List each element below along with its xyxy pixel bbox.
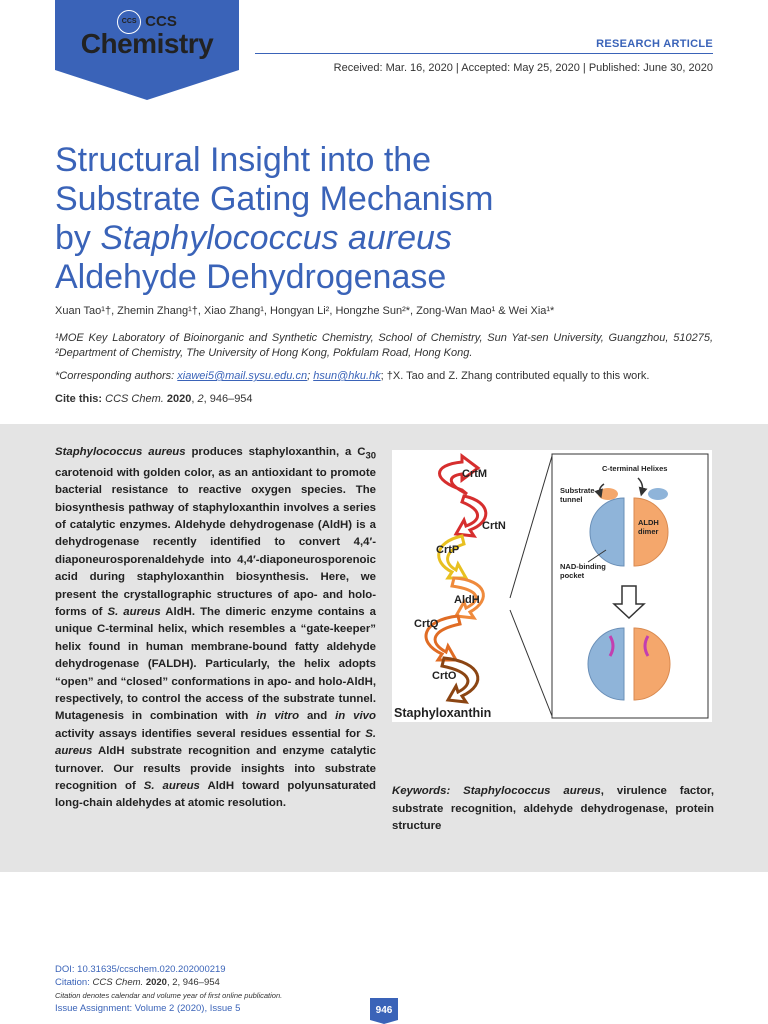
abstract-part: AldH substrate recognition and enzyme catalytic turnover. Our results provide insights into substrate recognition of: [55, 745, 376, 792]
title-line-3-species: Staphylococcus aureus: [100, 219, 452, 257]
doi-link[interactable]: 10.31635/ccschem.020.202000219: [77, 964, 226, 975]
label-crtn: CrtN: [482, 520, 506, 532]
keywords: [392, 783, 714, 836]
title-line-3-prefix: by: [55, 219, 101, 257]
arrow-crtp: [439, 536, 466, 578]
label-crtm: CrtM: [462, 468, 488, 480]
cite-pages: , 946–954: [203, 393, 253, 405]
abstract-part: activity assays identifies several residues essential for: [55, 727, 366, 740]
abstract-text: [55, 444, 376, 813]
page-number-text: 946: [375, 1005, 393, 1016]
label-crto: CrtO: [432, 670, 457, 682]
keywords-label: Keywords:: [392, 785, 451, 797]
label-nad-2: pocket: [560, 571, 585, 580]
cite-volume: 2: [197, 393, 204, 405]
label-dimer-2: dimer: [638, 527, 659, 536]
logo-small-text: CCS: [145, 12, 177, 30]
label-crtp: CrtP: [436, 544, 460, 556]
title-line-4: Aldehyde Dehydrogenase: [55, 258, 447, 296]
abstract-term: in vivo: [335, 710, 376, 723]
label-crtq: CrtQ: [414, 618, 439, 630]
abstract-part: AldH toward polyunsaturated long-chain aldehydes at atomic resolution.: [55, 780, 377, 810]
abstract-species: Staphylococcus aureus: [55, 446, 186, 458]
header-divider: [255, 53, 713, 54]
citation-rest: , 2, 946–954: [166, 977, 220, 988]
keyword-list: , virulence factor, substrate recognition, aldehyde dehydrogenase, protein structure: [392, 785, 714, 832]
cite-journal: CCS Chem.: [105, 393, 164, 405]
title-line-2: Substrate Gating Mechanism: [55, 180, 494, 218]
corresponding-label: *Corresponding authors:: [55, 370, 178, 382]
article-title: [55, 141, 695, 297]
abstract-part: AldH. The dimeric enzyme contains a unique C-terminal helix, which resembles a “gate-keeper” helix found in human membrane-bound fatty aldehyde dehydrogenase (FALDH). Particularly, the helix adopts “open” and “closed” conformations in apo- and holo-AldH, respectively, to control the access of the substrate tunnel. Mutagenesis in combination with: [55, 605, 377, 723]
label-nad-1: NAD-binding: [560, 562, 606, 571]
citation-line: [55, 976, 282, 989]
cite-this: Cite this: CCS Chem. 2020, 2, 946–954: [55, 393, 253, 405]
article-type: RESEARCH ARTICLE: [596, 38, 713, 50]
citation-year: 2020: [145, 977, 167, 988]
doi-label: DOI:: [55, 964, 78, 975]
label-tunnel-2: tunnel: [560, 495, 583, 504]
equal-contribution-note: ; †X. Tao and Z. Zhang contributed equally to this work.: [380, 370, 650, 382]
graphical-abstract: [392, 450, 712, 722]
cite-label: Cite this:: [55, 393, 103, 405]
title-line-1: Structural Insight into the: [55, 141, 432, 179]
logo-title: Chemistry: [80, 28, 214, 59]
citation-note: Citation denotes calendar and volume year of first online publication.: [55, 991, 283, 1000]
label-tunnel-1: Substrate: [560, 486, 595, 495]
issue-value: Volume 2 (2020), Issue 5: [134, 1003, 241, 1014]
email-separator: ;: [307, 370, 314, 382]
label-staphyloxanthin: Staphyloxanthin: [394, 706, 492, 720]
abstract-part: and: [299, 710, 336, 723]
page-number: [370, 998, 398, 1024]
abstract-species: S. aureus: [143, 780, 200, 792]
footer: [55, 963, 282, 1015]
abstract-subscript: 30: [365, 450, 377, 462]
corresponding-authors: [55, 370, 715, 382]
doi-line: [55, 963, 282, 976]
logo-ring: CCS: [117, 10, 141, 34]
email-link-2[interactable]: hsun@hku.hk: [313, 370, 381, 382]
author-list: Xuan Tao¹†, Zhemin Zhang¹†, Xiao Zhang¹, Hongyan Li², Hongzhe Sun²*, Zong-Wan Mao¹ & Wei Xia¹*: [55, 305, 555, 317]
citation-journal: CCS Chem.: [92, 977, 144, 988]
label-helixes: C-terminal Helixes: [602, 464, 668, 473]
citation-label: Citation:: [55, 977, 93, 988]
journal-logo: [55, 0, 239, 100]
abstract-species: S. aureus: [107, 605, 161, 618]
affiliations: ¹MOE Key Laboratory of Bioinorganic and Synthetic Chemistry, School of Chemistry, Sun Yat-sen University, Guangzhou, 510275, ²Department of Chemistry, The University of Hong Kong, Pokfulam Road, Hong Kong.: [55, 332, 713, 359]
label-dimer-1: ALDH: [638, 518, 659, 527]
publication-dates: Received: Mar. 16, 2020 | Accepted: May 25, 2020 | Published: June 30, 2020: [333, 62, 713, 74]
keyword-species: Staphylococcus aureus: [450, 785, 601, 797]
abstract-part: carotenoid with golden color, as an antioxidant to promote bacterial resistance to reactive oxygen species. The biosynthesis pathway of staphyloxanthin involves a series of catalytic enzymes. Aldehyde dehydrogenase (AldH) is a dehydrogenase recently identified to convert 4,4′-diaponeurosporenaldehyde into 4,4′-diaponeurosporenoic acid during staphyloxanthin biosynthesis. Here, we present the crystallographic structures of apo- and holo-forms of: [55, 466, 376, 618]
abstract-species: S. aureus: [55, 727, 376, 758]
email-link-1[interactable]: xiawei5@mail.sysu.edu.cn: [177, 370, 308, 382]
abstract-part: produces staphyloxanthin, a C: [185, 446, 366, 458]
issue-line: [55, 1002, 282, 1015]
issue-label: Issue Assignment:: [55, 1003, 135, 1014]
abstract-term: in vitro: [256, 710, 300, 723]
cite-year: 2020: [166, 393, 192, 405]
label-aldh: AldH: [454, 594, 480, 606]
